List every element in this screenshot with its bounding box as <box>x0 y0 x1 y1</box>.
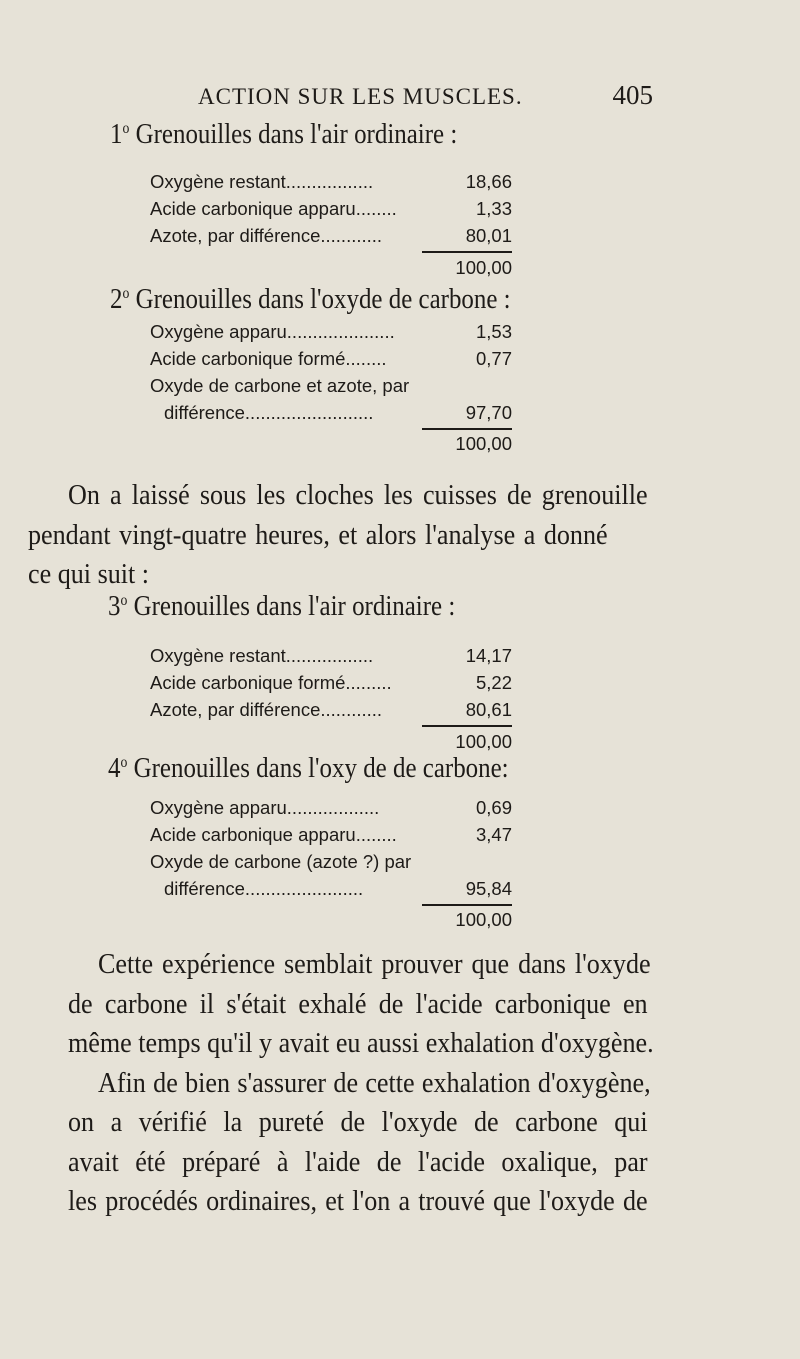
text-line: de carbone il s'était exhalé de l'acide carbonique en <box>68 987 648 1020</box>
table-total: 100,00 <box>455 257 512 278</box>
table-row: différence....................... 95,84 <box>164 878 512 899</box>
table-total: 100,00 <box>455 909 512 930</box>
table-row: Oxyde de carbone (azote ?) par <box>150 851 412 872</box>
text-line: même temps qu'il y avait eu aussi exhalation d'oxygène. <box>68 1027 654 1059</box>
section-heading-1: 1$^o$ Grenouilles dans l'air ordinaire : <box>110 118 458 150</box>
analysis-table-2 <box>150 318 512 454</box>
table-total: 100,00 <box>455 433 512 454</box>
body-paragraph-1 <box>28 476 648 595</box>
text-line: On a laissé sous les cloches les cuisses de grenouille <box>68 479 648 511</box>
text-line: pendant vingt-quatre heures, et alors l'analyse a donné <box>28 518 608 551</box>
table-row: Acide carbonique apparu........ 3,47 <box>150 824 512 845</box>
body-paragraph-2 <box>68 945 654 1222</box>
section-heading-4: 4$^o$ Grenouilles dans l'oxy de de carbone: <box>108 752 509 784</box>
analysis-table-3 <box>150 642 512 752</box>
table-row: Oxygène apparu..................... 1,53 <box>150 321 512 342</box>
table-row: Oxygène restant................. 14,17 <box>150 645 512 666</box>
table-row: Oxygène apparu.................. 0,69 <box>150 797 512 818</box>
table-row: Azote, par différence............ 80,01 <box>150 225 512 246</box>
text-line: Cette expérience semblait prouver que dans l'oxyde <box>98 948 651 980</box>
table-row: Azote, par différence............ 80,61 <box>150 699 512 720</box>
sum-rule <box>422 251 512 253</box>
table-total: 100,00 <box>455 731 512 752</box>
table-row: Acide carbonique apparu........ 1,33 <box>150 198 512 219</box>
text-line: avait été préparé à l'aide de l'acide oxalique, par <box>68 1145 648 1178</box>
table-row: Acide carbonique formé........ 0,77 <box>150 348 512 369</box>
analysis-table-4 <box>150 794 512 930</box>
sum-rule <box>422 725 512 727</box>
running-head: ACTION SUR LES MUSCLES. <box>198 84 523 109</box>
text-line: les procédés ordinaires, et l'on a trouvé que l'oxyde de <box>68 1185 648 1217</box>
page-header <box>198 80 653 114</box>
analysis-table-1 <box>150 168 512 278</box>
section-heading-3: 3$^o$ Grenouilles dans l'air ordinaire : <box>108 590 456 622</box>
section-heading-2: 2$^o$ Grenouilles dans l'oxyde de carbone : <box>110 283 511 315</box>
text-line: ce qui suit : <box>28 558 150 590</box>
table-row: Oxygène restant................. 18,66 <box>150 171 512 192</box>
page-number: 405 <box>612 80 653 110</box>
table-row: différence......................... 97,70 <box>164 402 512 423</box>
table-row: Acide carbonique formé......... 5,22 <box>150 672 512 693</box>
text-line: on a vérifié la pureté de l'oxyde de carbone qui <box>68 1106 648 1138</box>
text-line: Afin de bien s'assurer de cette exhalation d'oxygène, <box>98 1066 651 1099</box>
table-row: Oxyde de carbone et azote, par <box>150 375 410 396</box>
